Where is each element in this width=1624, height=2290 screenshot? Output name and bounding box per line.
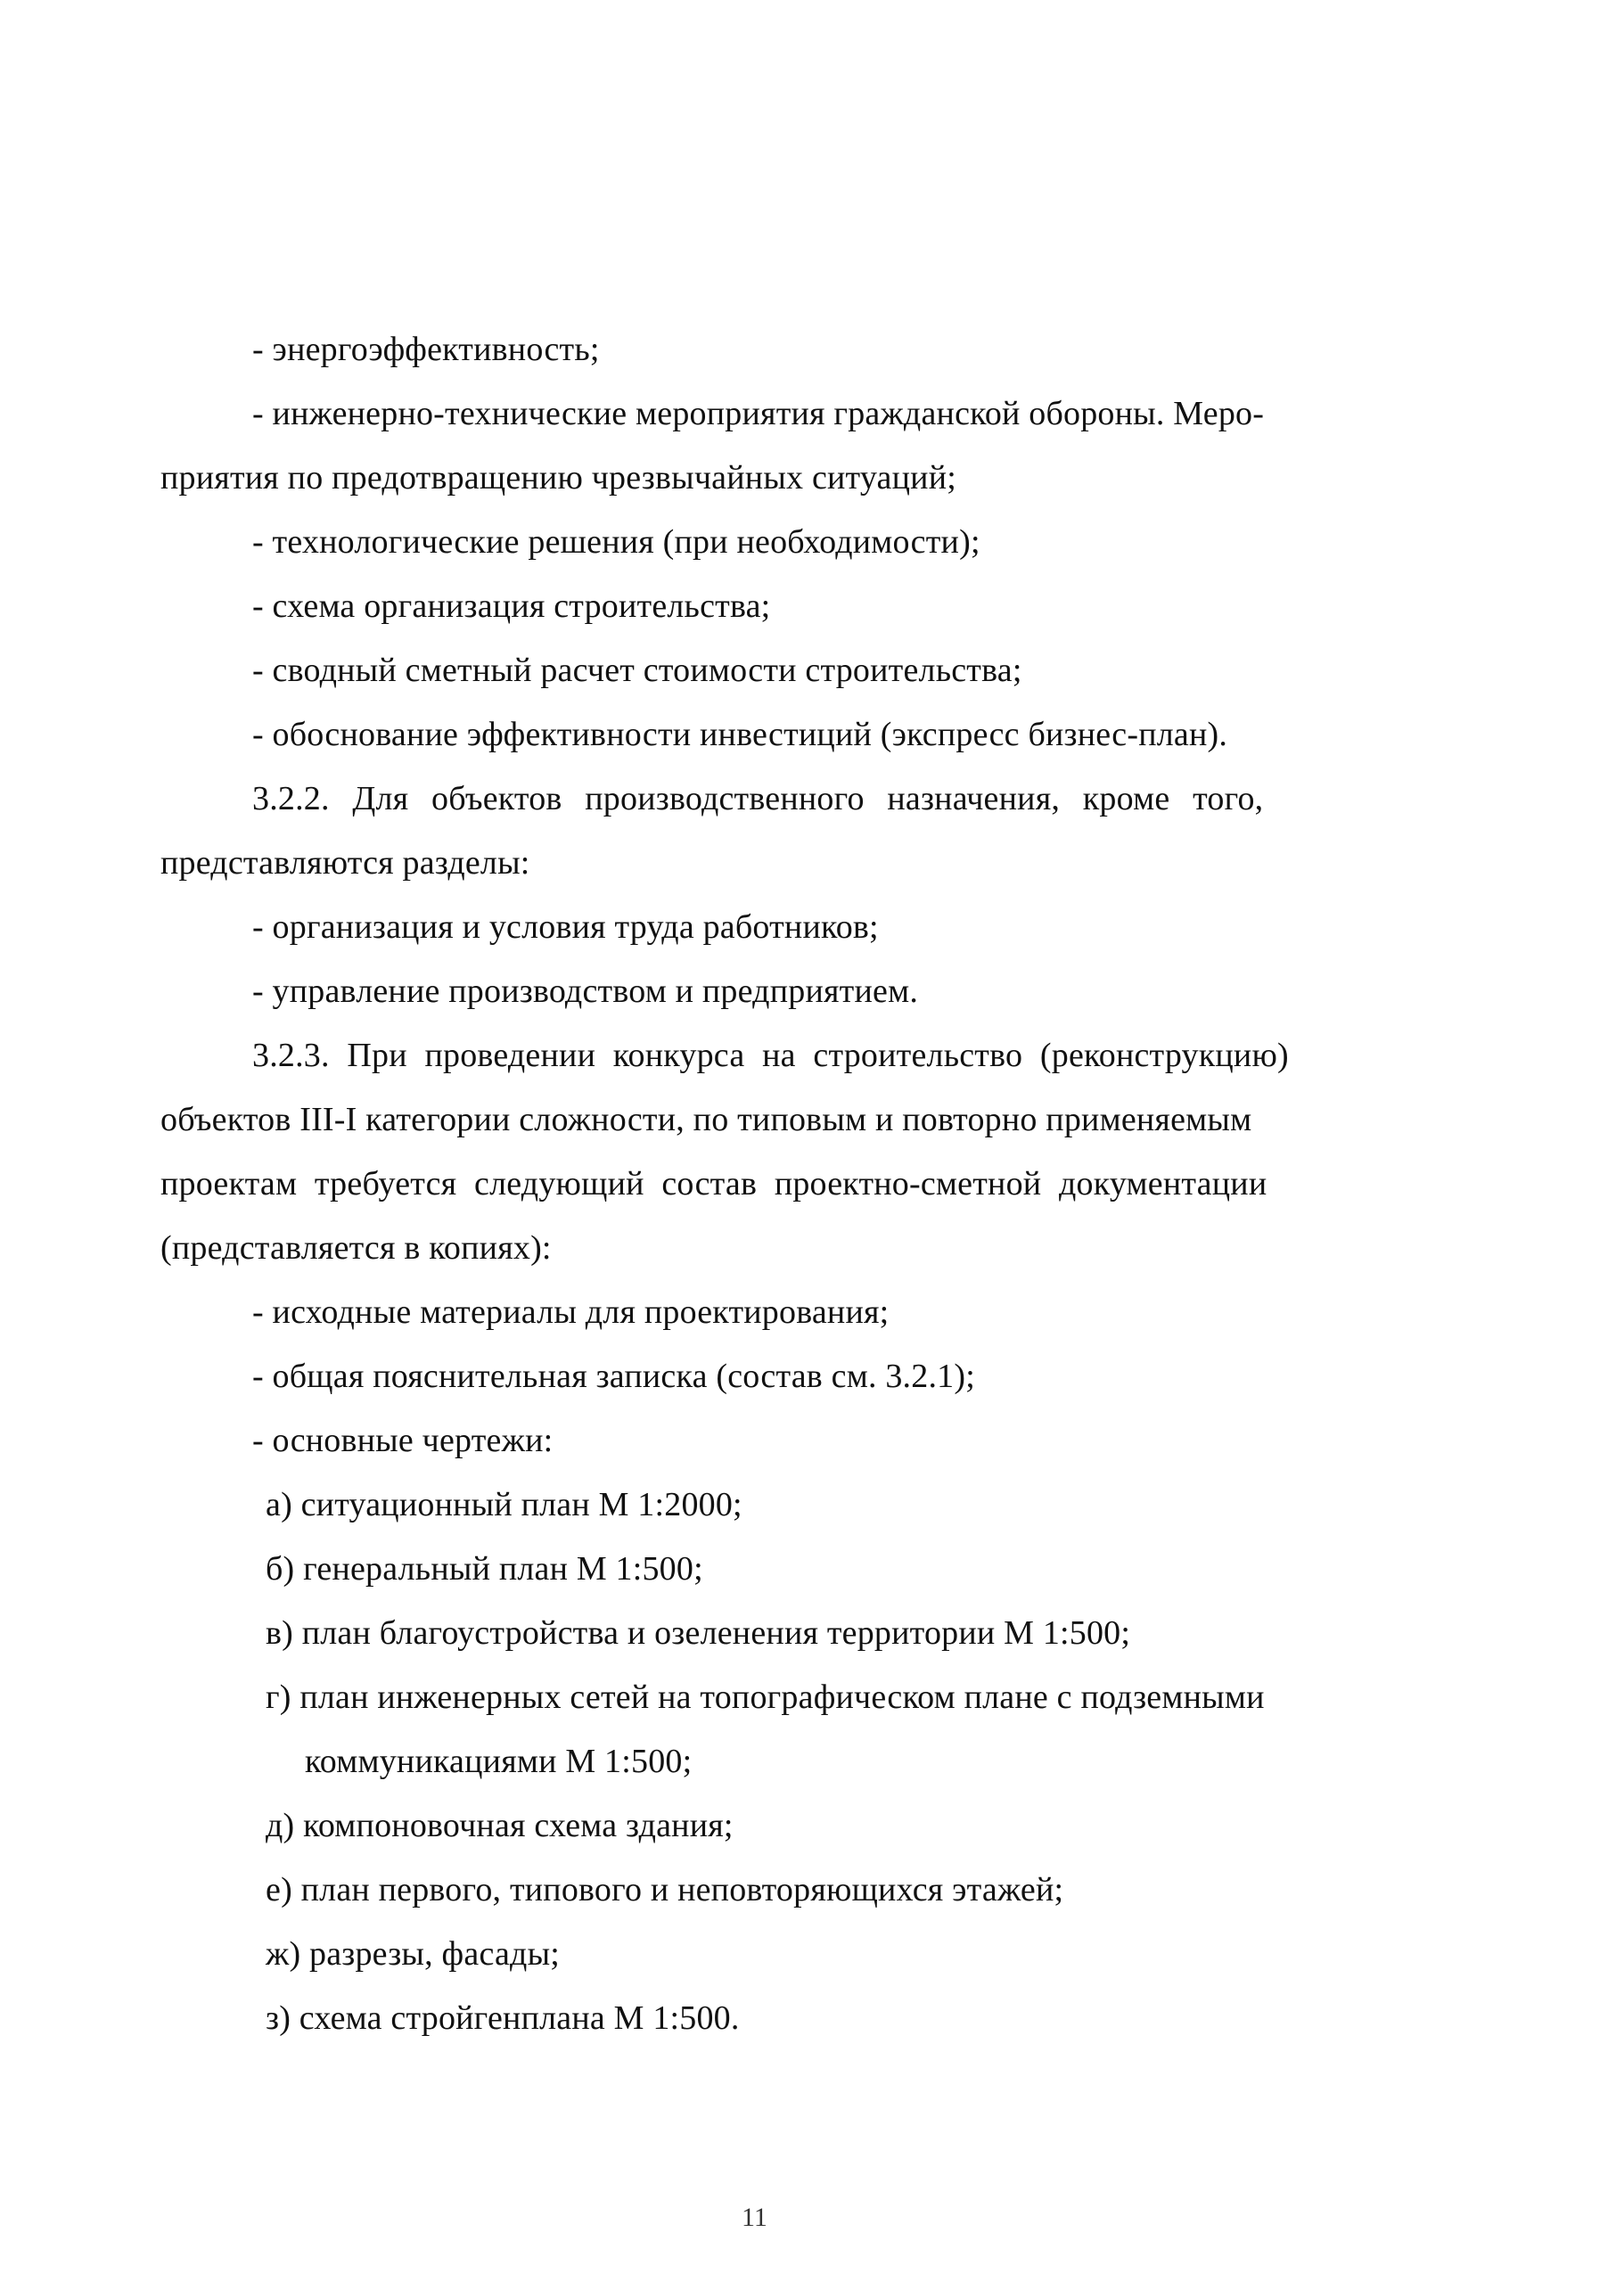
drawing-item-zh: ж) разрезы, фасады;	[266, 1935, 561, 1973]
bullet-investment-efficiency: - обоснование эффективности инвестиций (экспресс бизнес-план).	[252, 716, 1228, 753]
bullet-cost-estimate: - сводный сметный расчет стоимости строительства;	[252, 652, 1022, 689]
section-323-line3-text: проектам требуется следующий состав проектно-сметной документации	[160, 1165, 1267, 1202]
drawing-item-z: з) схема стройгенплана М 1:500.	[266, 1999, 740, 2037]
section-323-line1-text: 3.2.3. При проведении конкурса на строительство (реконструкцию)	[252, 1037, 1289, 1074]
drawing-item-b: б) генеральный план М 1:500;	[266, 1550, 703, 1588]
section-323-line4: (представляется в копиях):	[160, 1229, 552, 1267]
section-323-item-source-materials: - исходные материалы для проектирования;	[252, 1293, 890, 1331]
section-322-line2: представляются разделы:	[160, 844, 530, 882]
drawing-item-g-continued: коммуникациями М 1:500;	[305, 1743, 693, 1780]
drawing-item-e: е) план первого, типового и неповторяющихся этажей;	[266, 1871, 1064, 1908]
section-323-line1	[252, 1036, 1289, 1075]
section-323-line2	[160, 1100, 1251, 1139]
section-322-item-management: - управление производством и предприятием.	[252, 973, 919, 1010]
bullet-civil-defense-continued: приятия по предотвращению чрезвычайных ситуаций;	[160, 459, 956, 497]
bullet-technological-solutions: - технологические решения (при необходимости);	[252, 523, 980, 561]
section-323-line2-text: объектов III-I категории сложности, по типовым и повторно применяемым	[160, 1101, 1252, 1138]
page-number: 11	[742, 2203, 767, 2232]
drawing-item-v: в) план благоустройства и озеленения территории М 1:500;	[266, 1614, 1131, 1652]
section-322-item-labor: - организация и условия труда работников;	[252, 908, 879, 946]
bullet-energy-efficiency: - энергоэффективность;	[252, 331, 600, 368]
drawing-item-g: г) план инженерных сетей на топографическом плане с подземными	[266, 1679, 1265, 1716]
bullet-civil-defense-text: - инженерно-технические мероприятия гражданской обороны. Меро-	[252, 395, 1265, 432]
section-323-item-explanatory-note: - общая пояснительная записка (состав см. 3.2.1);	[252, 1358, 975, 1395]
section-323-line3	[160, 1164, 1267, 1203]
section-322-line1-text: 3.2.2. Для объектов производственного назначения, кроме того,	[252, 780, 1264, 817]
drawing-item-d: д) компоновочная схема здания;	[266, 1807, 734, 1844]
bullet-civil-defense	[252, 394, 1384, 433]
drawing-item-a: а) ситуационный план М 1:2000;	[266, 1486, 742, 1523]
section-323-item-main-drawings: - основные чертежи:	[252, 1422, 554, 1459]
bullet-construction-scheme: - схема организация строительства;	[252, 587, 771, 625]
section-322-line1	[252, 779, 1384, 818]
